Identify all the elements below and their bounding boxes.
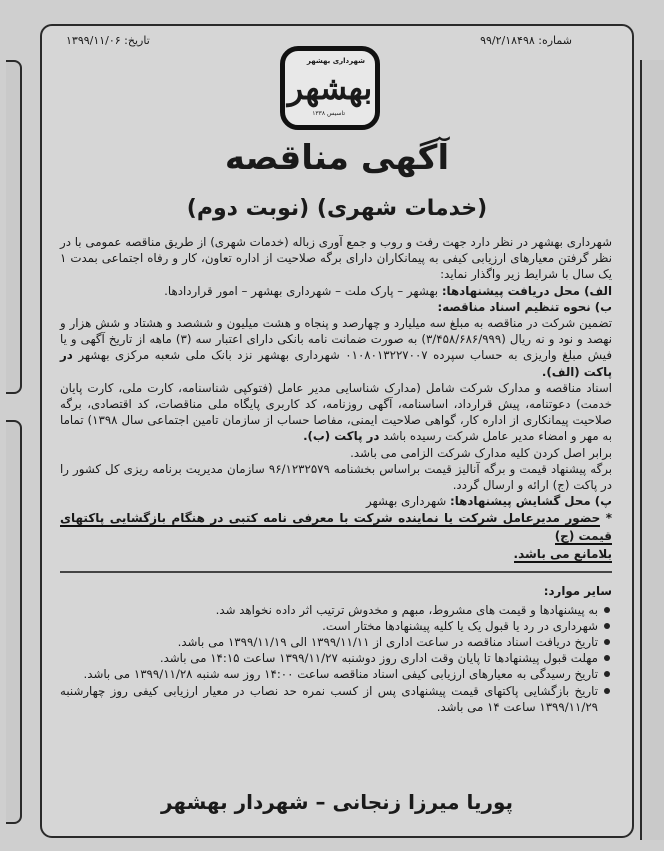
- edge-bar: [6, 60, 22, 394]
- section-c-text: شهرداری بهشهر: [366, 494, 451, 509]
- attendance-notice: [60, 509, 612, 563]
- section-a-text: بهشهر – پارک ملت – شهرداری بهشهر – امور قراردادها.: [164, 283, 442, 298]
- left-page-edge: [6, 0, 32, 851]
- list-item: به پیشنهادها و قیمت های مشروط، مبهم و مخدوش ترتیب اثر داده نخواهد شد.: [60, 602, 612, 618]
- section-b-para1-bold: در پاکت (الف).: [60, 348, 612, 379]
- section-c-heading: پ) محل گشایش پیشنهادها:: [450, 494, 612, 509]
- letter-number: شماره: ۹۹/۲/۱۸۴۹۸: [480, 34, 572, 47]
- municipality-logo: [280, 46, 380, 130]
- intro-paragraph: شهرداری بهشهر در نظر دارد جهت رفت و روب و جمع آوری زباله (خدمات شهری) از طریق مناقصه عمومی با در نظر گرفتن معیارهای ارزیابی کیفی به پیمانکاران دارای برگه صلاحیت از اداره تعاون، کار و رفاه اجتماعی بمدت ۱ یک سال با شرایط زیر واگذار نماید:: [60, 235, 612, 282]
- divider: [60, 571, 612, 573]
- notice-rest-text: بلامانع می باشد.: [513, 547, 612, 562]
- section-b-para3: برابر اصل کردن کلیه مدارک شرکت الزامی می باشد.: [350, 445, 612, 460]
- logo-glyph: بهشهر: [287, 69, 373, 107]
- logo-box: [280, 46, 380, 130]
- page-title: آگهی مناقصه: [224, 138, 450, 178]
- notice-underlined-text: حضور مدیرعامل شرکت یا نماینده شرکت با معرفی نامه کتبی در هنگام بازگشایی پاکتهای قیمت (ج): [60, 511, 612, 544]
- section-c: [60, 493, 612, 509]
- right-page-edge: [640, 60, 664, 840]
- other-items-list: [60, 602, 612, 715]
- logo-sub: تاسیس ۱۳۳۸: [312, 110, 345, 117]
- edge-bar: [6, 420, 22, 824]
- section-b-para1: [60, 315, 612, 380]
- list-item: مهلت قبول پیشنهادها تا پایان وقت اداری روز دوشنبه ۱۳۹۹/۱۱/۲۷ ساعت ۱۴:۱۵ می باشد.: [60, 650, 612, 666]
- section-b-heading: ب) نحوه تنظیم اسناد مناقصه:: [437, 299, 612, 314]
- list-item: تاریخ دریافت اسناد مناقصه در ساعت اداری از ۱۳۹۹/۱۱/۱۱ الی ۱۳۹۹/۱۱/۱۹ می باشد.: [60, 634, 612, 650]
- list-item: شهرداری در رد یا قبول یک یا کلیه پیشنهادها مختار است.: [60, 618, 612, 634]
- section-a: [60, 283, 612, 299]
- notice-body: [60, 234, 612, 715]
- list-item: تاریخ رسیدگی به معیارهای ارزیابی کیفی اسناد مناقصه ساعت ۱۴:۰۰ روز سه شنبه ۱۳۹۹/۱۱/۲۸ می باشد.: [60, 666, 612, 682]
- section-b-para2: [60, 380, 612, 445]
- signature: پوریا میرزا زنجانی – شهردار بهشهر: [160, 790, 514, 814]
- section-b-para2-text: اسناد مناقصه و مدارک شرکت شامل (مدارک شناسایی مدیر عامل (فتوکپی شناسنامه، کارت ملی، کارت پایان خدمت) دعوتنامه، پیش قرارداد، اساسنامه، آگهی روزنامه، کد کاربری پایگاه ملی مناقصات، کد اقتصادی، برگه صلاحیت پیمانکاری از اداره کار، گواهی صلاحیت ایمنی، مفاصا حساب از سازمان تامین اجتماعی سال ۱۳۹۸) تماما به مهر و امضاء مدیر عامل شرکت رسیده باشد: [60, 380, 613, 444]
- letter-date: تاریخ: ۱۳۹۹/۱۱/۰۶: [66, 34, 150, 47]
- list-item: تاریخ بازگشایی پاکتهای قیمت پیشنهادی پس از کسب نمره حد نصاب در معیار ارزیابی کیفی روز چهارشنبه ۱۳۹۹/۱۱/۲۹ ساعت ۱۴ می باشد.: [60, 683, 612, 715]
- section-b-para1-text: تضمین شرکت در مناقصه به مبلغ سه میلیارد و چهارصد و پنجاه و هشت میلیون و ششصد و هشتاد و شش هزار و نهصد و نود و نه ریال (۳/۴۵۸/۶۸۶/۹۹۹) به صورت ضمانت نامه بانکی دارای اعتبار سه (۳) ماهه از تاریخ آگهی و یا فیش مبلغ واریزی به حساب سپرده ۰۱۰۸۰۱۳۲۲۷۰۰۷ شهرداری بهشهر نزد بانک ملی شعبه مرکزی بهشهر: [60, 316, 612, 363]
- notice-star: *: [605, 511, 612, 526]
- section-b-para2-bold: در پاکت (ب).: [303, 429, 380, 444]
- page-subtitle: (خدمات شهری) (نوبت دوم): [186, 196, 488, 221]
- section-b-para4: برگه پیشنهاد قیمت و برگه آنالیز قیمت براساس بخشنامه ۹۶/۱۲۳۲۵۷۹ سازمان مدیریت برنامه ریزی کل کشور را در پاکت (ج) ارائه و ارسال گردد.: [60, 461, 612, 493]
- other-heading: سایر موارد:: [543, 584, 612, 599]
- logo-label: شهرداری بهشهر: [306, 57, 365, 65]
- section-a-heading: الف) محل دریافت پیشنهادها:: [441, 283, 612, 298]
